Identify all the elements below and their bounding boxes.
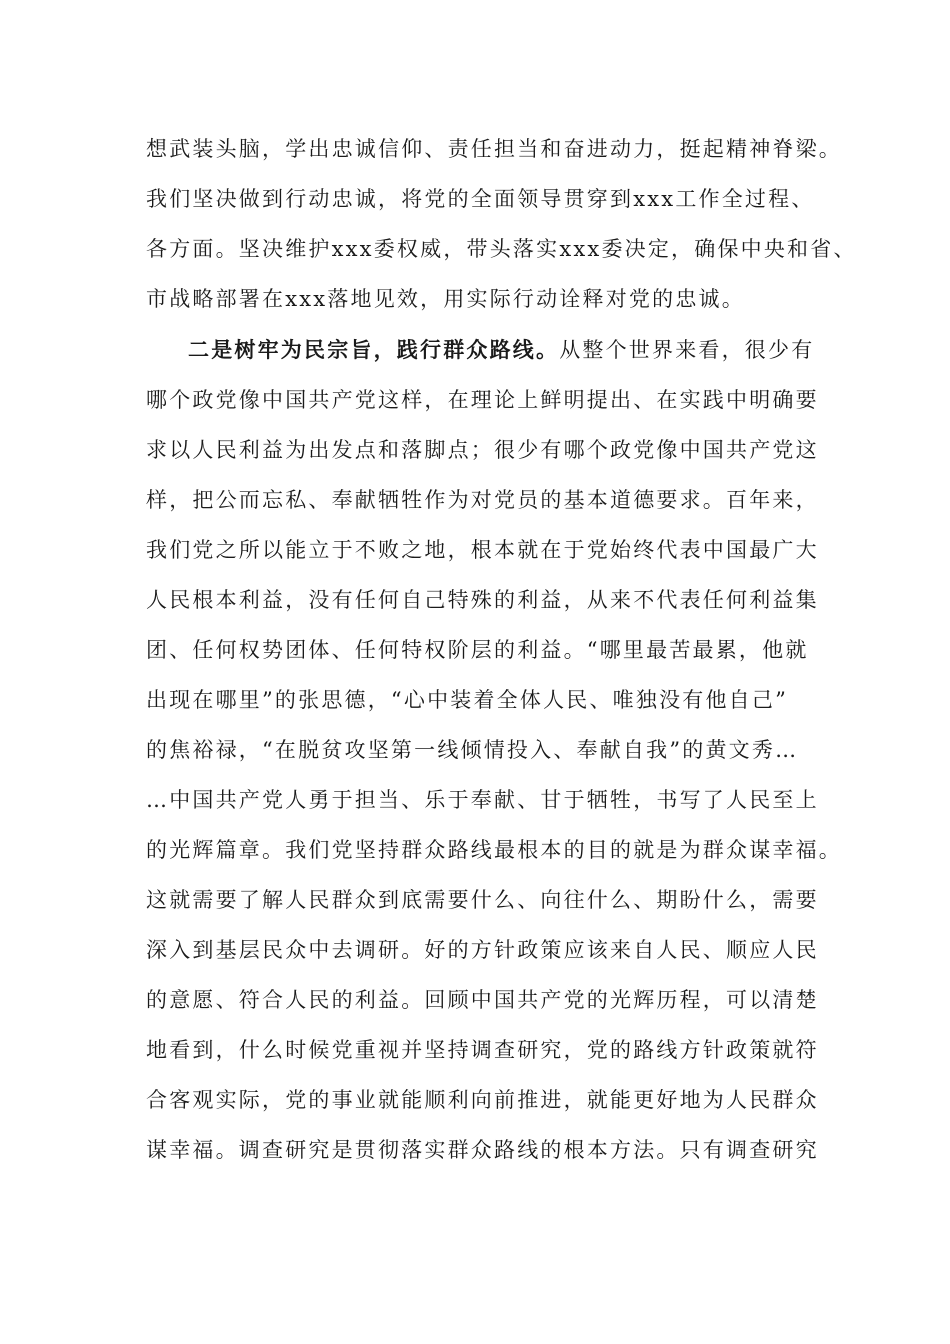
text-line: 团、任何权势团体、任何特权阶层的利益。“哪里最苦最累，他就 <box>146 638 809 662</box>
text-line: 我们党之所以能立于不败之地，根本就在于党始终代表中国最广大 <box>146 538 819 562</box>
text-line: 这就需要了解人民群众到底需要什么、向往什么、期盼什么，需要 <box>146 888 819 912</box>
text-line: 出现在哪里”的张思德，“心中装着全体人民、唯独没有他自己” <box>146 688 789 712</box>
text-line: 谋幸福。调查研究是贯彻落实群众路线的根本方法。只有调查研究 <box>146 1138 819 1162</box>
paragraph-start-line <box>188 336 814 364</box>
text-line: 哪个政党像中国共产党这样，在理论上鲜明提出、在实践中明确要 <box>146 388 819 412</box>
text-line: 求以人民利益为出发点和落脚点；很少有哪个政党像中国共产党这 <box>146 438 819 462</box>
text-line: 样，把公而忘私、奉献牺牲作为对党员的基本道德要求。百年来， <box>146 488 819 512</box>
text-line: 深入到基层民众中去调研。好的方针政策应该来自人民、顺应人民 <box>146 938 819 962</box>
text-line: 的焦裕禄，“在脱贫攻坚第一线倾情投入、奉献自我”的黄文秀… <box>146 738 799 762</box>
text-line: 的光辉篇章。我们党坚持群众路线最根本的目的就是为群众谋幸福。 <box>146 838 842 862</box>
text-line: 人民根本利益，没有任何自己特殊的利益，从来不代表任何利益集 <box>146 588 819 612</box>
text-line: 地看到，什么时候党重视并坚持调查研究，党的路线方针政策就符 <box>146 1038 819 1062</box>
text-line: 市战略部署在xxx落地见效，用实际行动诠释对党的忠诚。 <box>146 287 745 311</box>
text-line: 我们坚决做到行动忠诚，将党的全面领导贯穿到xxx工作全过程、 <box>146 187 815 211</box>
text-line: 合客观实际，党的事业就能顺利向前推进，就能更好地为人民群众 <box>146 1088 819 1112</box>
text-line: 想武装头脑，学出忠诚信仰、责任担当和奋进动力，挺起精神脊梁。 <box>146 137 842 161</box>
text-line: …中国共产党人勇于担当、乐于奉献、甘于牺牲，书写了人民至上 <box>146 788 819 812</box>
text-run: 从整个世界来看，很少有 <box>559 338 815 362</box>
section-heading: 二是树牢为民宗旨，践行群众路线。 <box>188 337 560 362</box>
text-line: 的意愿、符合人民的利益。回顾中国共产党的光辉历程，可以清楚 <box>146 988 819 1012</box>
text-line: 各方面。坚决维护xxx委权威，带头落实xxx委决定，确保中央和省、 <box>146 237 857 261</box>
